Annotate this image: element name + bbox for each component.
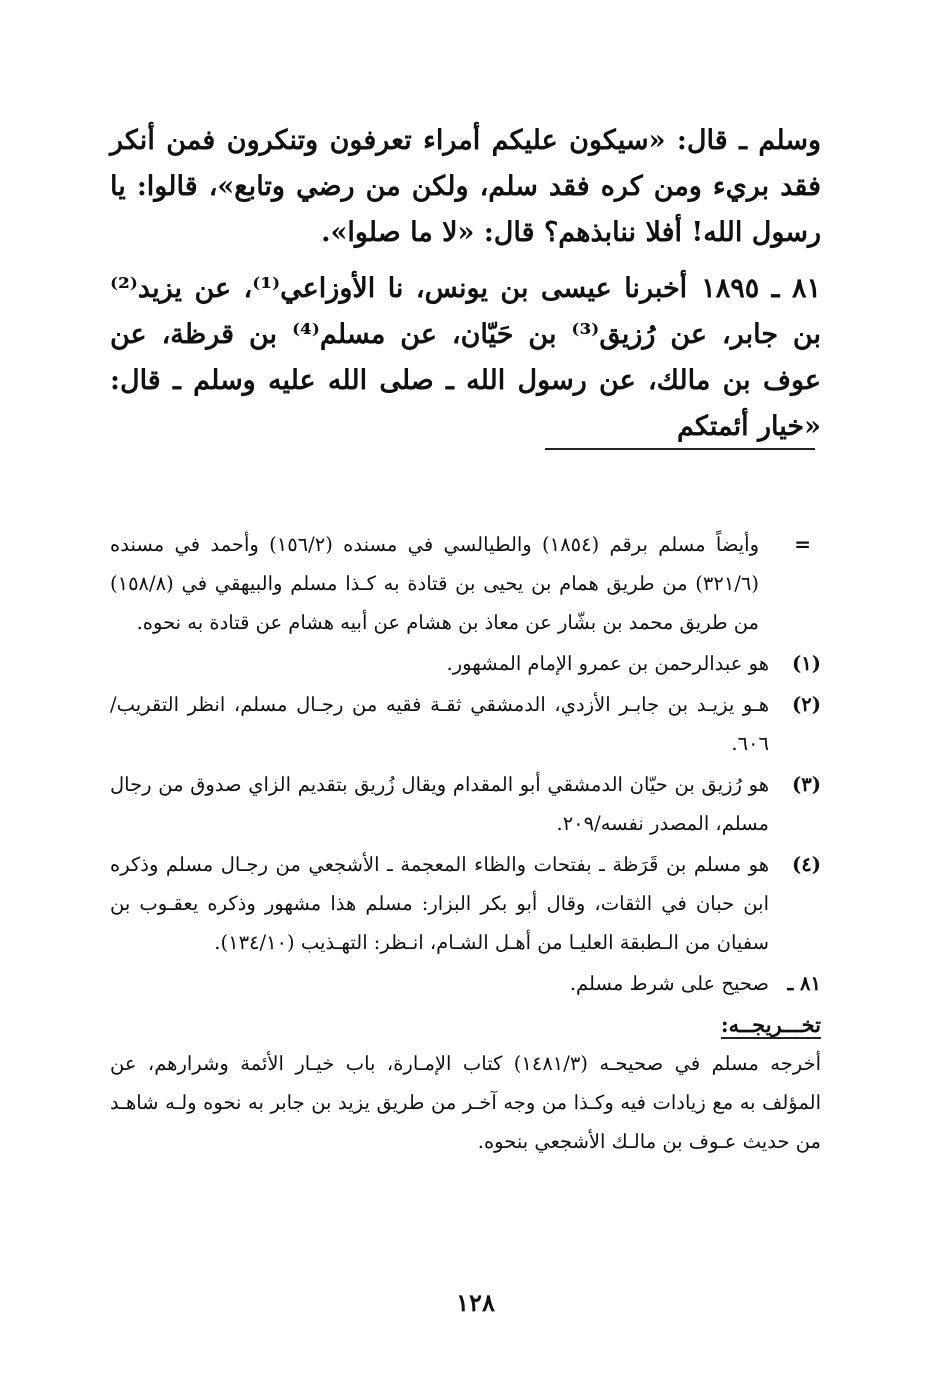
footnote-text: صحيح على شرط مسلم. [569, 972, 769, 995]
main-text [110, 118, 821, 460]
footnote-text: هو مسلم بن قَرَظة ـ بفتحات والظاء المعجمة ـ الأشجعي من رجـال مسلم وذكره ابن حبان في الثقات، وقال أبو بكر البزار: مسلم هذا مشهور وذكره يعقـوب بن سفيان من الـطبقة العليـا من أهـل الشـام، انـظر: التهـذيب (١٣٤/١٠). [110, 853, 769, 954]
takhrij-heading-text: تخـــريجــه: [720, 1012, 821, 1037]
page-number: ١٢٨ [456, 1288, 495, 1317]
footnote-text: وأيضاً مسلم برقم (١٨٥٤) والطيالسي في مسنده (١٥٦/٢) وأحمد في مسنده (٣٢١/٦) من طريق همام بن يحيى بن قتادة به كـذا مسلم والبيهقي في (١٥٨/٨) من طريق محمد بن بشّار عن معاذ بن هشام عن أبيه هشام عن قتادة به نحوه. [110, 533, 760, 634]
footnote-text: هو عبدالرحمن بن عمرو الإمام المشهور. [446, 652, 769, 675]
takhrij-text: أخرجه مسلم في صحيحـه (١٤٨١/٣) كتاب الإمـارة، باب خيـار الأئمة وشرارهم، عن المؤلف به مع زيادات فيه وكـذا من وجه آخـر من طريق يزيد بن جابر به نحوه ولـه شاهـد من حديث عـوف بن مالـك الأشجعي بنحوه. [110, 1052, 821, 1153]
footnote-mark: (٤) [792, 853, 821, 876]
footnote-4 [110, 845, 821, 962]
footnote-81 [110, 964, 821, 1003]
footnote-continuation [110, 525, 821, 642]
footnote-2 [110, 685, 821, 763]
takhrij-heading [110, 1005, 821, 1044]
footnote-mark: ٨١ ـ [787, 972, 821, 995]
footnote-text: هـو يزيـد بن جابـر الأزدي، الدمشقي ثقـة فقيه من رجـال مسلم، انظر التقريب/٦٠٦. [110, 693, 769, 755]
footnote-mark: (٢) [792, 693, 821, 716]
footnote-1 [110, 644, 821, 683]
hadith-text: أخبرنا عيسى بن يونس، نا الأوزاعي⁽¹⁾، عن يزيد⁽²⁾ بن جابر، عن رُزيق⁽³⁾ بن حَيّان، عن مسلم⁽⁴⁾ بن قرظة، عن عوف بن مالك، عن رسول الله ـ صلى الله عليه وسلم ـ قال: «خيار أئمتكم [110, 273, 821, 442]
footnote-mark: (١) [792, 652, 821, 675]
footnote-3 [110, 765, 821, 843]
footnotes [110, 525, 821, 1161]
footnote-mark: (٣) [792, 773, 821, 796]
main-continuation: وسلم ـ قال: «سيكون عليكم أمراء تعرفون وتنكرون فمن أنكر فقد بريء ومن كره فقد سلم، ولكن من رضي وتابع»، قالوا: يا رسول الله! أفلا ننابذهم؟ قال: «لا ما صلوا». [110, 125, 821, 248]
hadith-number: ٨١ ـ ١٨٩٥ [701, 273, 821, 304]
footnote-text: هو رُزيق بن حيّان الدمشقي أبو المقدام ويقال زُريق بتقديم الزاي صدوق من رجال مسلم، المصدر نفسه/٢٠٩. [110, 773, 769, 835]
hadith-81 [110, 266, 821, 450]
footnote-mark: = [794, 532, 811, 556]
footnote-separator [545, 448, 815, 450]
